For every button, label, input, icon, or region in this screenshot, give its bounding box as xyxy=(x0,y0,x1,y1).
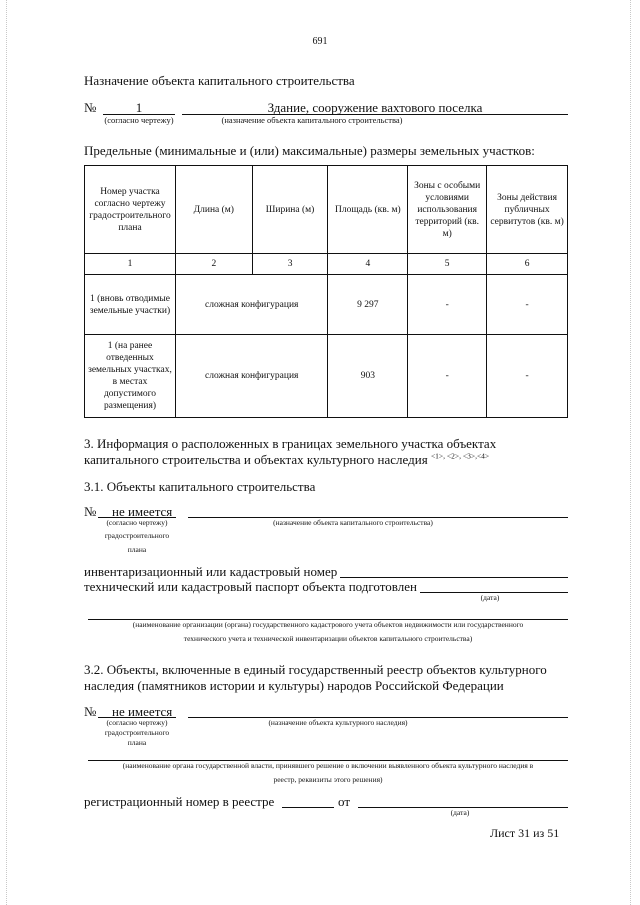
colnum-cell: 3 xyxy=(252,254,328,275)
section31-caption-left-3: плана xyxy=(127,545,147,554)
section31-value: не имеется xyxy=(112,504,173,519)
registry-number-label: регистрационный номер в реестре xyxy=(84,794,275,809)
authority-caption-2: реестр, реквизиты этого решения) xyxy=(273,775,383,784)
passport-label: технический или кадастровый паспорт объекта подготовлен xyxy=(84,579,417,594)
scan-edge-left xyxy=(6,0,7,905)
purpose-number-caption: (согласно чертежу) xyxy=(104,115,174,125)
header-special-zones: Зоны с особыми условиями использования территорий (кв. м) xyxy=(408,166,487,254)
table-row xyxy=(85,335,568,418)
colnum-cell: 4 xyxy=(328,254,408,275)
table-row xyxy=(85,275,568,335)
purpose-name: Здание, сооружение вахтового поселка xyxy=(267,100,483,115)
passport-date-caption: (дата) xyxy=(480,593,500,602)
section32-heading-line2: наследия (памятников истории и культуры) народов Российской Федерации xyxy=(84,678,504,693)
section32-caption-left-1: (согласно чертежу) xyxy=(106,718,168,727)
colnum-cell: 5 xyxy=(408,254,487,275)
servitudes-cell: - xyxy=(487,275,568,335)
purpose-heading: Назначение объекта капитального строительства xyxy=(84,73,355,88)
table-header-row xyxy=(85,166,568,254)
zones-cell: - xyxy=(408,335,487,418)
inventory-label: инвентаризационный или кадастровый номер xyxy=(84,564,338,579)
area-cell: 9 297 xyxy=(328,275,408,335)
scan-edge-right xyxy=(630,0,631,905)
header-length: Длина (м) xyxy=(175,166,252,254)
org-caption-1: (наименование организации (органа) государственного кадастрового учета объектов недвижимости или государственного xyxy=(132,620,524,629)
section3-heading-text: капитального строительства и объектах культурного наследия xyxy=(84,452,428,467)
header-servitudes: Зоны действия публичных сервитутов (кв. м) xyxy=(487,166,568,254)
section31-caption-left-2: градостроительного xyxy=(104,531,170,540)
header-plot-number: Номер участка согласно чертежу градостроительного плана xyxy=(85,166,176,254)
section3-heading-line2 xyxy=(84,452,489,467)
config-cell: сложная конфигурация xyxy=(175,335,327,418)
section32-caption-left-2: градостроительного xyxy=(104,728,170,737)
colnum-cell: 1 xyxy=(85,254,176,275)
colnum-cell: 2 xyxy=(175,254,252,275)
section31-caption-left-1: (согласно чертежу) xyxy=(106,518,168,527)
table-colnum-row xyxy=(85,254,568,275)
header-area: Площадь (кв. м) xyxy=(328,166,408,254)
section32-no-sign: № xyxy=(84,704,97,719)
registry-from-label: от xyxy=(338,794,351,809)
section31-heading: 3.1. Объекты капитального строительства xyxy=(84,479,316,494)
section32-caption-left-3: плана xyxy=(127,738,147,747)
section31-no-sign: № xyxy=(84,504,97,519)
section3-heading-line1: 3. Информация о расположенных в границах земельного участка объектах xyxy=(84,436,497,451)
plot-cell: 1 (на ранее отведенных земельных участках, в местах допустимого размещения) xyxy=(85,335,176,418)
section32-value: не имеется xyxy=(112,704,173,719)
section31-caption-right: (назначение объекта капитального строительства) xyxy=(273,518,433,527)
inventory-line xyxy=(340,577,568,578)
plot-cell: 1 (вновь отводимые земельные участки) xyxy=(85,275,176,335)
limits-heading: Предельные (минимальные и (или) максимальные) размеры земельных участков: xyxy=(84,143,535,158)
sheet-counter: Лист 31 из 51 xyxy=(490,826,560,840)
config-cell: сложная конфигурация xyxy=(175,275,327,335)
org-caption-2: технического учета и технической инвентаризации объектов капитального строительства) xyxy=(183,634,473,643)
plot-size-table xyxy=(84,165,568,418)
authority-caption-1: (наименование органа государственной власти, принявшего решение о включении выявленного объекта культурного наследия в xyxy=(122,761,534,770)
colnum-cell: 6 xyxy=(487,254,568,275)
zones-cell: - xyxy=(408,275,487,335)
section32-caption-right: (назначение объекта культурного наследия) xyxy=(268,718,408,727)
header-width: Ширина (м) xyxy=(252,166,328,254)
purpose-name-caption: (назначение объекта капитального строительства) xyxy=(221,115,403,125)
servitudes-cell: - xyxy=(487,335,568,418)
registry-date-caption: (дата) xyxy=(450,808,470,817)
area-cell: 903 xyxy=(328,335,408,418)
purpose-number: 1 xyxy=(135,100,143,115)
registry-number-line xyxy=(282,807,334,808)
section32-heading-line1: 3.2. Объекты, включенные в единый государственный реестр объектов культурного xyxy=(84,662,547,677)
purpose-no-sign: № xyxy=(84,100,97,115)
page-number: 691 xyxy=(312,36,328,47)
section3-footnote-refs: <1>, <2>, <3>,<4> xyxy=(430,451,490,461)
